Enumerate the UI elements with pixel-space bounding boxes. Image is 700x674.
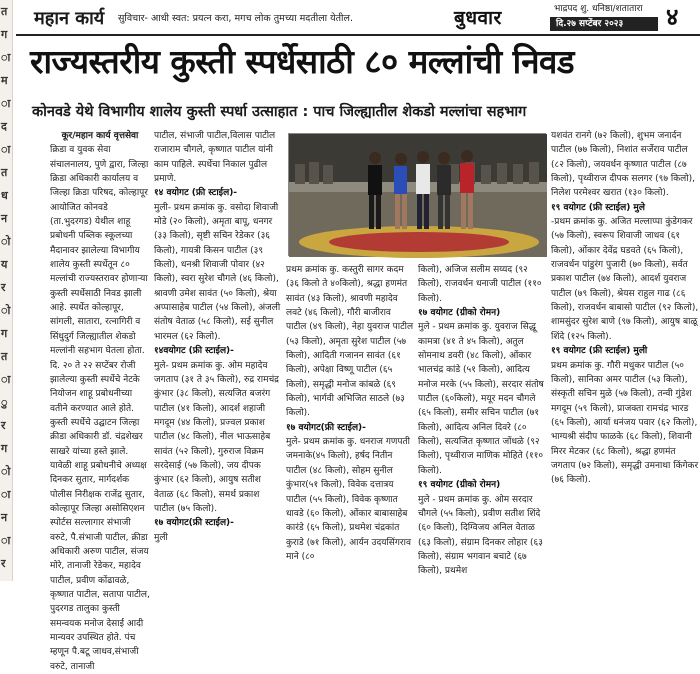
edge-character: ग	[1, 442, 8, 455]
article-column-4	[418, 263, 546, 581]
result-heading: १७ वयोगट (ग्रीको रोमन)	[418, 308, 501, 319]
result-heading: १७ वयोगट(फ्री स्टाईल)-	[154, 518, 234, 529]
result-heading: १९ वयोगट (फ्री स्टाईल) मुले	[551, 202, 645, 213]
edge-character: ा	[1, 97, 11, 110]
result-list: प्रथम क्रमांक कु. गौरी मधुकर पाटील (५० किलो), सानिका अमर पाटील (५३ किलो), संस्कृती सचिन मुळे (५७ किलो), तन्वी गुंडेश मगदूम (५९ किलो), प्राजक्ता रामचंद्र भारड (६५ किलो), आर्या धनंजय पवार (६२ किलो), भाग्यश्री संदीप फाळके (६८ किलो), शिवानी मिरर मेटकर (६८ किलो), श्रद्धा हणमंत जगताप (७२ किलो), समृद्धी उमनाथा किंगेकर (७६ किलो).	[551, 360, 699, 486]
edge-character: ा	[1, 143, 11, 156]
result-heading: १४ वयोगट (फ्री स्टाईल)-	[154, 188, 238, 199]
edge-character: ो	[1, 465, 11, 478]
adjacent-column-edge	[0, 0, 13, 581]
byline: कूर/महान कार्य वृत्तसेवा	[61, 131, 139, 141]
result-list: प्रथम क्रमांक कु. कस्तुरी सागर कदम (३६ किलो ते ४०किलो), श्रद्धा हणमंत सावंत (४३ किलो), श्रावणी महादेव लवटे (४६ किलो), गौरी बाजीराव पाटील (४९ किलो), नेहा युवराज पाटील (५३ किलो), अमृता सुरेश पाटील (५७ किलो), आदिती गजानन सावंत (६१ किलो), अपेक्षा विष्णू पाटील (६५ किलो), समृद्धी मनोज कांबळे (६९ किलो), भार्गवी अभिजित साठले (७३ किलो).	[286, 265, 414, 419]
page-number: ४	[666, 3, 679, 31]
edge-character: म	[1, 74, 8, 87]
result-heading: १९ वयोगट (ग्रीको रोमन)	[418, 480, 501, 491]
edge-character: न	[1, 511, 8, 524]
publication-date: दि.२७ सप्टेंबर २०२३	[550, 17, 658, 31]
result-list: मुले - प्रथम क्रमांक कु. युवराज सिद्धू कामत्रा (४१ ते ४५ किलो), अतुल सोमनाथ डवरी (४८ किलो), ओंकार भालचंद्र कांडे (५१ किलो), आदित्य मनोज मरके (५५ किलो), सरदार संतोष पाटील (६०किलो), मयूर मदन चौगले (६५ किलो), समीर सचिन पाटील (७१ किलो), आदित्य अनिल दिवरे (८० किलो), सत्यजित कृष्णात जोंधळे (९२ किलो), पृथ्वीराज माणिक मोहिते (११० किलो).	[418, 322, 544, 476]
result-list: मुले - प्रथम क्रमांक कु. ओम सरदार चौगले (५५ किलो), प्रवीण सतीश शिंदे (६० किलो), दिग्विजय अनिल वेताळ (६३ किलो), संग्राम दिनकर लोहार (६३ किलो), संग्राम भगवान बचाटे (६७ किलो), प्रथमेश	[418, 494, 543, 577]
edge-character: ो	[1, 304, 11, 317]
result-list: -प्रथम क्रमांक कु. अजित मल्लाप्पा कुंडेगकर (५७ किलो), स्वरूप शिवाजी जाधव (६१ किलो), ओंकार देवेंद्र घडवते (६५ किलो), राजवर्धन पांडुरंग पुजारी (७० किलो), सर्वत प्रकाश पाटील (७४ किलो), आदर्श युवराज पाटील (७९ किलो), श्रेयस राहुल गाढ (८६ किलो), राजवर्धन बाबासो पाटील (९२ किलो), शामसुंदर सुरेश बाणे (९७ किलो), आयुष बाळू शिंदे (१२५ किलो).	[551, 217, 699, 342]
body-text: पाटील, संभाजी पाटील,विलास पाटील राजाराम चौगले, कृष्णात पाटील यांनी काम पाहिले. स्पर्धेचा निकाल पुढील प्रमाणे.	[154, 131, 276, 185]
body-text: क्रिडा व युवक सेवा संचालनालय, पुणे द्वारा, जिल्हा क्रिडा अधिकारी कार्यालय व जिल्हा क्रिडा परिषद, कोल्हापूर आयोजित कोनवडे (ता.भुदरगड) येथील शाहू प्रबोधनी पब्लिक स्कूलच्या मैदानावर झालेल्या विभागीय शालेय कुस्ती स्पर्धेतून ८० मल्लांची राज्यस्तरावर होणाऱ्या कुस्ती स्पर्धेसाठी निवड झाली आहे. स्पर्धेत कोल्हापूर, सांगली, सातारा, रत्नागिरी व सिंधुदुर्ग जिल्ह्यातील शेकडो मल्लांनी सहभाग घेतला होता. दि. २० ते २२ सप्टेंबर रोजी झालेल्या कुस्ती स्पर्धेचे नेटके नियोजन शाहू प्रबोधनीच्या वतीने करण्यात आले होते. कुस्ती स्पर्धेचे उद्घाटन जिल्हा क्रीडा अधिकारी डॉ. चंद्रशेखर साखरे यांच्या हस्ते झाले. यावेळी शाहू प्रबोधनीचे अध्यक्ष दिनकर सुतार, मार्गदर्शक पोलीस निरीक्षक राजेंद्र सुतार, कोल्हापूर जिल्हा असोसिएशन स्पोर्टस सल्लागार संभाजी वरुटे, पै.संभाजी पाटील, क्रीडा अधिकारी अरुण पाटील, संजय मोरे, तानाजी रेडेकर, महादेव पाटील, प्रवीण कोंढावळे, कृष्णात पाटील, सतापा पाटील, पुदरगड तालुका कुस्ती समन्वयक मनोज देसाई आदी मान्यवर उपस्थित होते. पंच म्हणून पै.बटू जाधव,संभाजी वरुटे, तानाजी	[50, 145, 150, 672]
result-list: मुली- प्रथम क्रमांक कु. वसोदा शिवाजी मोडे (२० किलो), अमृता बापू, धनगर (३३ किलो), सृष्टी सचिन रेडेकर (३६ किलो), गायत्री किसन पाटील (३९ किलो), धनश्री शिवाजी पोवार (४२ किलो), स्वरा सुरेश चौगले (४६ किलो), श्रावणी उमेश सावंत (५० किलो), श्रेया अप्पासाहेब पाटील (५४ किलो), अंजली संतोष वेताळ (५८ किलो), सई सुनील भारमल (६२ किलो).	[154, 202, 281, 342]
hindu-calendar-date: भाद्रपद शु. धनिष्ठा/शतातारा	[554, 4, 643, 14]
weekday: बुधवार	[454, 7, 502, 29]
edge-character: ग	[1, 28, 8, 41]
edge-character: त	[1, 350, 8, 363]
result-list: मुले- प्रथम क्रमांक कु. ओम महादेव जगताप (३१ ते ३५ किलो), रुद्र रामचंद्र कुंभार (३८ किलो), सत्यजित बजरंग पाटील (४१ किलो), आदर्श शहाजी मगदूम (४४ किलो), प्रज्वल प्रकाश पाटील (४८ किलो), नील भाऊसाहेब सावंत (५२ किलो), गुरुराज विक्रम सरदेसाई (५७ किलो), जय दीपक कुंभार (६२ किलो), आयुष सतीश वेताळ (६८ किलो), समर्थ प्रकाश पाटील (७५ किलो).	[154, 360, 279, 514]
result-heading: १४वयोगट (फ्री स्टाईल)-	[154, 346, 234, 357]
newspaper-name: महान कार्य	[34, 8, 105, 29]
result-list: मुले- प्रथम क्रमांक कु. धनराज गणपती जमनाके(४५ किलो), हर्षद नितीन पाटील (४८ किलो), सोहम सुनील कुंभार(५१ किलो), विवेक दत्तात्रय पाटील (५५ किलो), विवेक कृष्णात धावडे (६० किलो), ओंकार बाबासाहेब कारंडे (६५ किलो), प्रथमेश चंद्रकांत कुराडे (७१ किलो), आर्यन उदयसिंगराव माने (८०	[286, 437, 411, 562]
edge-character: त	[1, 166, 8, 179]
edge-character: द	[1, 120, 7, 133]
result-list: मुली	[154, 532, 168, 543]
headline: राज्यस्तरीय कुस्ती स्पर्धेसाठी ८० मल्लांची निवड	[30, 42, 575, 81]
edge-character: ा	[1, 534, 11, 547]
result-list: यशवंत रानगे (७२ किलो), शुभम जनार्दन पाटील (७७ किलो), निशांत सर्जेराव पाटील (८२ किलो), जयवर्धन कृष्णात पाटील (८७ किलो), पृथ्वीराज दीपक सलगर (९७ किलो), निलेश परमेश्वर खरात (१३० किलो).	[551, 131, 695, 199]
photo-illustration	[289, 134, 547, 257]
masthead	[16, 0, 700, 36]
edge-character: र	[1, 419, 6, 432]
article-column-5	[551, 129, 700, 581]
result-heading: १९ वयोगट (फ्री स्टाईल) मुली	[551, 346, 648, 357]
article-column-3	[286, 263, 414, 581]
edge-character: ा	[1, 373, 11, 386]
edge-character: न	[1, 212, 8, 225]
edge-character: ो	[1, 235, 11, 248]
subheadline: कोनवडे येथे विभागीय शालेय कुस्ती स्पर्धा उत्साहात : पाच जिल्ह्यातील शेकडो मल्लांचा सहभाग	[32, 104, 527, 120]
result-list: किलो), अजिज सलीम सय्यद (९२ किलो), राजवर्धन धनाजी पाटील (११० किलो).	[418, 265, 542, 304]
article-column-2	[154, 129, 282, 581]
result-heading: १७ वयोगट(फ्री स्टाईल)-	[286, 422, 366, 433]
edge-character: ग	[1, 327, 8, 340]
edge-character: त	[1, 5, 8, 18]
edge-character: ा	[1, 51, 11, 64]
date-block	[550, 2, 658, 33]
thought-of-the-day: सुविचार- आधी स्वत: प्रयत्न करा, मगच लोक तुमच्या मदतीला येतील.	[118, 13, 353, 24]
edge-character: ा	[1, 488, 11, 501]
wrestling-match-photo	[288, 133, 546, 256]
edge-character: ु	[1, 396, 8, 409]
edge-character: र	[1, 281, 6, 294]
article-column-1	[50, 129, 150, 672]
edge-character: य	[1, 258, 8, 271]
edge-character: ध	[1, 189, 8, 202]
edge-character: र	[1, 557, 6, 570]
